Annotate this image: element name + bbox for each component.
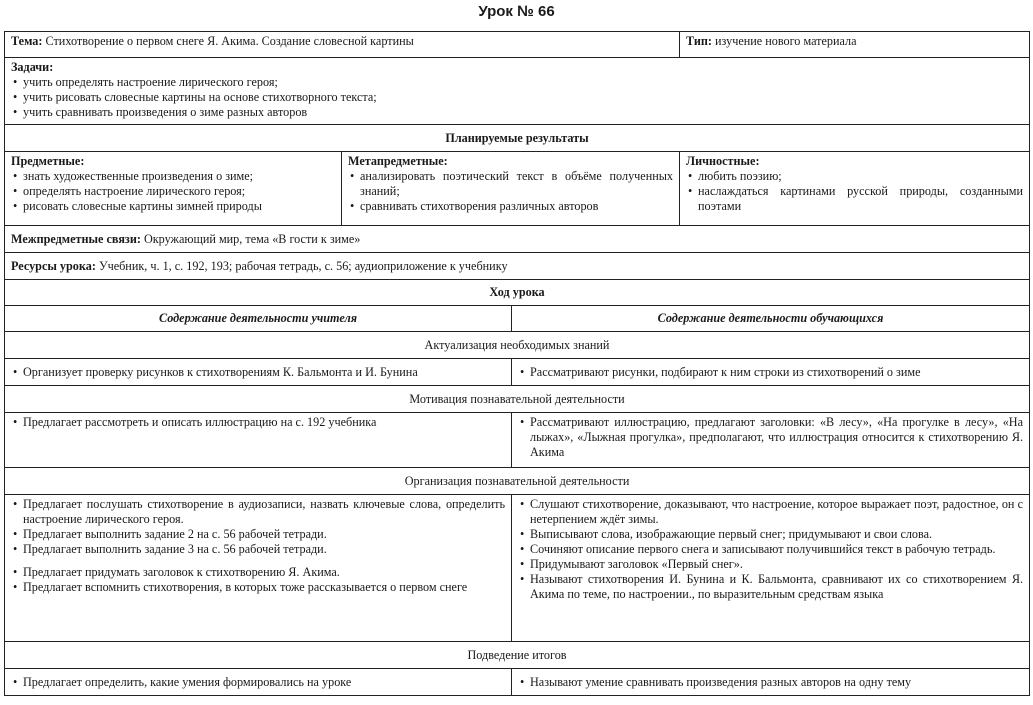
teacher-activity-cell [5, 495, 512, 642]
stage-header-row [5, 468, 1030, 495]
student-activity-list [518, 675, 1023, 690]
stage-content-row [5, 669, 1030, 696]
list-item: • учить рисовать словесные картины на основе стихотворного текста; [11, 90, 1023, 105]
stage-title: Актуализация необходимых знаний [5, 332, 1030, 359]
lesson-plan-table [4, 31, 1030, 696]
student-activity-cell [512, 359, 1030, 386]
type-label: Тип: [686, 34, 712, 48]
stage-content-row [5, 413, 1030, 468]
list-item: • рисовать словесные картины зимней природы [11, 199, 335, 214]
tasks-label: Задачи: [11, 60, 54, 74]
teacher-activity-cell [5, 413, 512, 468]
column-headers-row [5, 306, 1030, 332]
student-activity-list [518, 365, 1023, 380]
subject-results-label: Предметные: [11, 154, 85, 168]
list-item: • сравнивать стихотворения различных авторов [348, 199, 673, 214]
resources-row [5, 253, 1030, 280]
lesson-header-row [5, 280, 1030, 306]
list-item: • учить сравнивать произведения о зиме разных авторов [11, 105, 1023, 120]
results-row [5, 152, 1030, 226]
personal-results-label: Личностные: [686, 154, 760, 168]
teacher-activity-list [11, 365, 505, 380]
meta-results-label: Метапредметные: [348, 154, 448, 168]
type-value: изучение нового материала [715, 34, 857, 48]
student-activity-cell [512, 413, 1030, 468]
list-item: • Предлагает послушать стихотворение в аудиозаписи, назвать ключевые слова, определить настроение лирического героя. [11, 497, 505, 527]
list-item: • Сочиняют описание первого снега и записывают получившийся текст в рабочую тетрадь. [518, 542, 1023, 557]
teacher-activity-list [11, 415, 505, 430]
list-item: • Называют умение сравнивать произведения разных авторов на одну тему [518, 675, 1023, 690]
meta-results-cell [342, 152, 680, 226]
student-activity-list [518, 497, 1023, 602]
interdisciplinary-row [5, 226, 1030, 253]
list-item: • Слушают стихотворение, доказывают, что настроение, которое выражает поэт, радостное, он с нетерпением ждёт зимы. [518, 497, 1023, 527]
results-header: Планируемые результаты [5, 125, 1030, 152]
list-item: • Предлагает придумать заголовок к стихотворению Я. Акима. [11, 565, 505, 580]
personal-results-list [686, 169, 1023, 214]
interdisciplinary-cell [5, 226, 1030, 253]
topic-value: Стихотворение о первом снеге Я. Акима. Создание словесной картины [45, 34, 414, 48]
teacher-activity-list [11, 565, 505, 595]
lesson-title: Урок № 66 [478, 3, 555, 20]
type-cell [680, 32, 1030, 58]
results-header-row [5, 125, 1030, 152]
stage-title: Подведение итогов [5, 642, 1030, 669]
topic-label: Тема: [11, 34, 43, 48]
resources-label: Ресурсы урока: [11, 258, 96, 273]
list-item: • Рассматривают рисунки, подбирают к ним строки из стихотворений о зиме [518, 365, 1023, 380]
subject-results-list [11, 169, 335, 214]
resources-value: Учебник, ч. 1, с. 192, 193; рабочая тетрадь, с. 56; аудиоприложение к учебнику [98, 258, 508, 273]
tasks-list [11, 75, 1023, 120]
student-column-header: Содержание деятельности обучающихся [512, 306, 1030, 332]
list-item: • Предлагает выполнить задание 3 на с. 56 рабочей тетради. [11, 542, 505, 557]
list-item: • Рассматривают иллюстрацию, предлагают заголовки: «В лесу», «На прогулке в лесу», «На лыжах», «Лыжная прогулка», предполагают, что иллюстрация относится к стихотворению Я. Акима [518, 415, 1023, 460]
student-activity-list [518, 415, 1023, 460]
tasks-row [5, 58, 1030, 125]
topic-cell [5, 32, 680, 58]
topic-row [5, 32, 1030, 58]
teacher-column-header: Содержание деятельности учителя [5, 306, 512, 332]
list-item: • Предлагает определить, какие умения формировались на уроке [11, 675, 505, 690]
list-item: • Предлагает выполнить задание 2 на с. 56 рабочей тетради. [11, 527, 505, 542]
stage-title: Мотивация познавательной деятельности [5, 386, 1030, 413]
list-item: • Предлагает рассмотреть и описать иллюстрацию на с. 192 учебника [11, 415, 505, 430]
list-item: • Выписывают слова, изображающие первый снег; придумывают и свои слова. [518, 527, 1023, 542]
list-item: • наслаждаться картинами русской природы, созданными поэтами [686, 184, 1023, 214]
list-item: • Предлагает вспомнить стихотворения, в которых тоже рассказывается о первом снеге [11, 580, 505, 595]
list-item: • Называют стихотворения И. Бунина и К. Бальмонта, сравнивают их со стихотворением Я. Акима по теме, по настроении., по выразительным средствам языка [518, 572, 1023, 602]
stage-header-row [5, 642, 1030, 669]
list-item: • определять настроение лирического героя; [11, 184, 335, 199]
meta-results-list [348, 169, 673, 214]
list-item: • анализировать поэтический текст в объёме полученных знаний; [348, 169, 673, 199]
subject-results-cell [5, 152, 342, 226]
tasks-cell [5, 58, 1030, 125]
interdisciplinary-value: Окружающий мир, тема «В гости к зиме» [143, 231, 361, 246]
list-item: • любить поэзию; [686, 169, 1023, 184]
spacer [11, 557, 505, 565]
student-activity-cell [512, 669, 1030, 696]
list-item: • знать художественные произведения о зиме; [11, 169, 335, 184]
stage-content-row [5, 359, 1030, 386]
teacher-activity-list [11, 675, 505, 690]
stage-header-row [5, 332, 1030, 359]
list-item: • учить определять настроение лирического героя; [11, 75, 1023, 90]
student-activity-cell [512, 495, 1030, 642]
resources-cell [5, 253, 1030, 280]
teacher-activity-list [11, 497, 505, 557]
list-item: • Организует проверку рисунков к стихотворениям К. Бальмонта и И. Бунина [11, 365, 505, 380]
list-item: • Придумывают заголовок «Первый снег». [518, 557, 1023, 572]
stage-title: Организация познавательной деятельности [5, 468, 1030, 495]
stage-header-row [5, 386, 1030, 413]
stage-content-row [5, 495, 1030, 642]
interdisciplinary-label: Межпредметные связи: [11, 231, 141, 246]
personal-results-cell [680, 152, 1030, 226]
lesson-header: Ход урока [5, 280, 1030, 306]
teacher-activity-cell [5, 669, 512, 696]
teacher-activity-cell [5, 359, 512, 386]
